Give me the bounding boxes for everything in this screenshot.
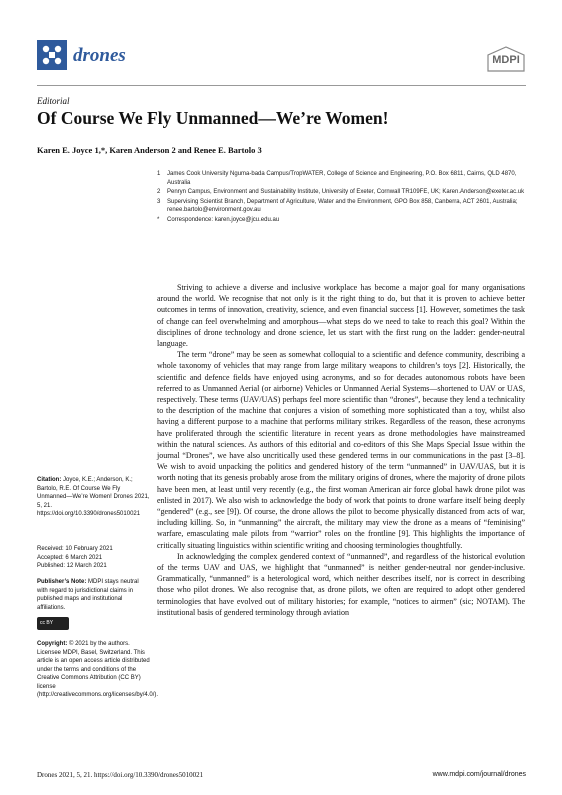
accepted-date: Accepted: 6 March 2021 <box>37 554 103 561</box>
header-divider <box>37 85 526 86</box>
paragraph: In acknowledging the complex gendered context of “unmanned”, and regardless of the historical evolution of the terms UAV and UAS, we highlight that “unmanned” is neither gender-neutral nor gender-inclusive. Grammatically, “unmanned” is a heterological word, which neither describes itself, nor is correct in describing those who pilot drones. We also recognise that, as drone pilots, we often are required to adopt other gendered terminologies that have evolved out of military histories; for example, “notices to airmen” (sic; NOTAM). The institutional basis of gendered terminology through aviation <box>157 551 525 617</box>
article-type: Editorial <box>37 96 70 106</box>
affiliation-item: 2 Penryn Campus, Environment and Sustainability Institute, University of Exeter, Cornwall TR109FE, UK; Karen.Anderson@exeter.ac.uk <box>157 189 525 195</box>
affiliation-item: 3 Supervising Scientist Branch, Department of Agriculture, Water and the Environment, GPO Box 858, Canberra, ACT 2601, Australia; renee.bartolo@environment.gov.au <box>157 198 518 213</box>
footer-citation[interactable]: Drones 2021, 5, 21. https://doi.org/10.3390/drones5010021 <box>37 771 204 779</box>
affiliations <box>157 170 525 225</box>
received-date: Received: 10 February 2021 <box>37 546 113 552</box>
affiliation-item: 1 James Cook University Nguma-bada Campus/TropWATER, College of Science and Engineering, P.O. Box 6811, Cairns, QLD 4870, Australia <box>157 171 517 186</box>
citation-label: Citation: <box>37 477 62 483</box>
citation-text: Joyce, K.E.; Anderson, K.; Bartolo, R.E. Of Course We Fly Unmanned—We’re Women! Drones 2021, 5, 21. https://doi.org/10.3390/drones5010021 <box>37 477 150 517</box>
author-list: Karen E. Joyce 1,*, Karen Anderson 2 and Renee E. Bartolo 3 <box>37 145 262 155</box>
publisher-note: Publisher’s Note: MDPI stays neutral with regard to jurisdictional claims in published maps and institutional affiliations. <box>37 579 139 611</box>
cc-license-icon[interactable] <box>37 617 69 630</box>
published-date: Published: 12 March 2021 <box>37 563 107 569</box>
cc-label: cc BY <box>40 620 54 626</box>
article-body <box>157 282 525 618</box>
dates-block <box>37 545 150 571</box>
journal-logo-icon <box>37 40 67 70</box>
mdpi-logo-icon[interactable] <box>486 46 526 72</box>
paragraph: The term “drone” may be seen as somewhat colloquial to a scientific and defence community, describing a whole taxonomy of vehicles that may range from large military weapons to children’s toys [2]. Historically, the scientific and defence fields have enjoyed using acronyms, and so for decades autonomous robots have been referred to as Unmanned Aerial (or airborne) Vehicles or Unmanned Aerial Systems—shortened to UAV or UAS, respectively. These terms (UAV/UAS) perhaps feel more scientific than “drones”, because they lend a technicality to the description of the machine that conjures a vision of something more sophisticated than a toy, whilst also having a different purpose to a machine that performs military strikes. Regardless of the reason, these acronyms have proliferated through the scientific literature in recent years as drone methodologies have mainstreamed within the natural sciences. As authors of this editorial and co-editors of this She Maps Special Issue within the journal “Drones”, we have also uncritically used these gendered terms in our communications in the past [3–8]. We wish to avoid unpacking the politics and gendered history of the term “unmanned” in UAV/UAS, but it is worth noting that its genesis probably arose from the military origins of drones, where the majority of drone pilots have been men, at least until very recently (e.g., the first woman American air force global hawk drone pilot was enlisted in 2017). We also wish to acknowledge the body of work that points to drone warfare itself being deeply “gendered” (e.g., see [9]). Of course, the drone allows the pilot to become physically distanced from acts of war, including killing. So, in “unmanning” the aircraft, the military may view the drone as a means of “feminising” warfare, emasculating male pilots from “warrior” roles on the frontline [9]. This highlights the importance of critically situating linguistics within scientific writing and choosing terminologies thoughtfully. <box>157 350 525 550</box>
journal-name[interactable]: drones <box>73 45 126 66</box>
copyright-block[interactable]: Copyright: © 2021 by the authors. Licensee MDPI, Basel, Switzerland. This article is an open access article distributed under the terms and conditions of the Creative Commons Attribution (CC BY) license (http://creativecommons.org/licenses/by/4.0/). <box>37 641 159 698</box>
article-title: Of Course We Fly Unmanned—We’re Women! <box>37 108 389 128</box>
paragraph: Striving to achieve a diverse and inclusive workplace has become a major goal for many organisations around the world. We recognise that not only is it the right thing to do, but that it is proven to achieve better outcomes in terms of innovation, creativity, science, and even financial success [1]. However, sometimes the task of change can feel overwhelming and amorphous—what steps do we need to take to reach this goal? Within the disciplines of drone technology and drone science, let us start with the first rung on the ladder: gender-neutral language. <box>157 283 525 349</box>
footer-url[interactable]: www.mdpi.com/journal/drones <box>432 771 526 778</box>
citation-block[interactable] <box>37 476 150 519</box>
publisher-name: MDPI <box>492 54 520 66</box>
correspondence: * Correspondence: karen.joyce@jcu.edu.au <box>157 216 280 223</box>
